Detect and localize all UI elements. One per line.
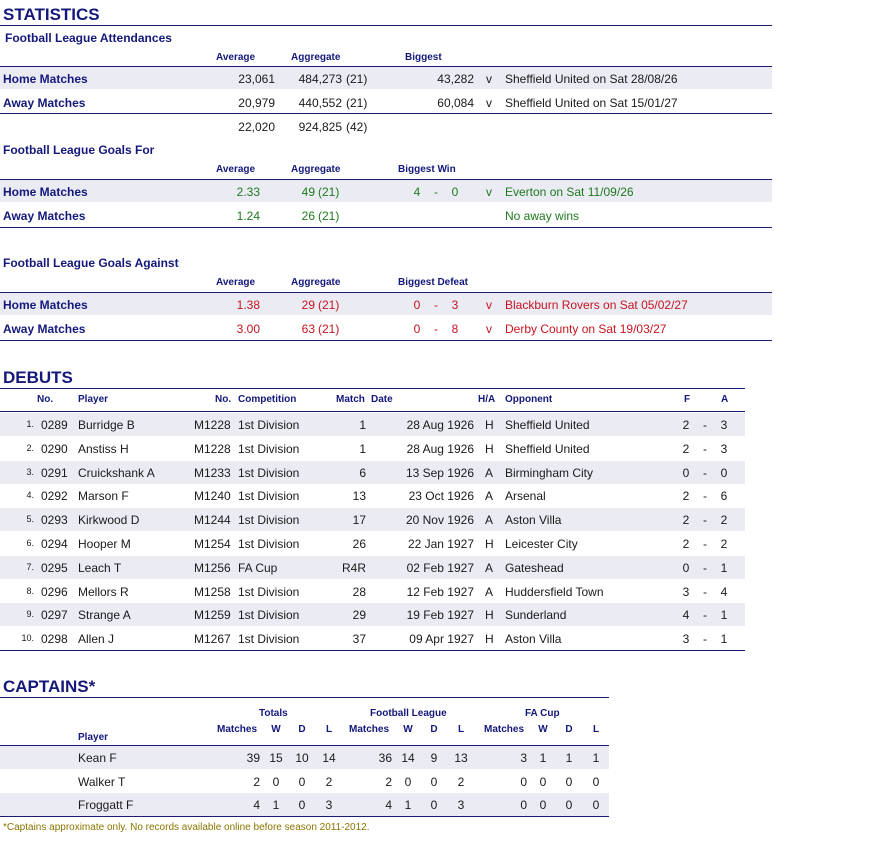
goals-for-average-header: Average	[216, 164, 256, 175]
debut-venue: A	[485, 489, 494, 504]
debut-player-no: 0291	[41, 465, 68, 480]
attendance-total-average: 22,020	[238, 120, 275, 134]
goals-for-title: Football League Goals For	[3, 143, 155, 157]
debut-index: 3.	[26, 466, 34, 477]
debut-score-against: 1	[720, 608, 728, 623]
debut-date: 09 Apr 1927	[409, 632, 474, 647]
debut-opponent: Sheffield United	[505, 441, 590, 456]
debut-date: 20 Nov 1926	[405, 513, 474, 528]
debut-match: R4R	[341, 560, 366, 575]
captains-player-header: Player	[78, 732, 109, 743]
debut-index: 1.	[26, 419, 34, 429]
goals-against-home-detail: Blackburn Rovers on Sat 05/02/27	[505, 298, 688, 312]
debut-opponent: Gateshead	[505, 560, 564, 575]
debut-score-against: 3	[720, 441, 728, 456]
debut-player-name: Hooper M	[78, 537, 131, 551]
attendance-away-v: v	[486, 96, 492, 110]
captain-totals-lost: 3	[325, 798, 333, 813]
goals-for-home-row	[0, 180, 772, 202]
goals-against-away-average: 3.00	[236, 322, 260, 336]
goals-against-away-score-f: 0	[413, 322, 421, 336]
debut-player-name: Allen J	[78, 632, 115, 647]
captain-league-matches: 36	[378, 751, 392, 765]
debut-index: 7.	[26, 561, 34, 572]
goals-against-biggest-header: Biggest Defeat	[398, 277, 469, 288]
captain-cup-drawn: 1	[565, 751, 573, 765]
captain-league-won: 0	[404, 774, 412, 789]
attendance-home-biggest: 43,282	[437, 72, 474, 86]
debuts-title: DEBUTS	[3, 368, 73, 387]
goals-for-away-aggregate: 26	[301, 209, 315, 223]
attendance-total-aggregate: 924,825	[298, 120, 342, 134]
debut-player-name: Mellors R	[78, 584, 129, 599]
debut-match-no: M1228	[194, 441, 231, 456]
debut-score-for: 2	[682, 441, 690, 456]
debut-match: 29	[352, 608, 366, 623]
debut-player-no: 0294	[41, 537, 68, 551]
captain-totals-drawn: 0	[298, 798, 306, 813]
debuts-bottom-rule	[0, 650, 745, 651]
goals-against-title: Football League Goals Against	[3, 256, 179, 270]
debut-venue: H	[485, 537, 494, 551]
captains-league-matches-header: Matches	[348, 724, 389, 735]
debut-opponent: Leicester City	[505, 537, 578, 551]
debut-score-dash: -	[703, 513, 707, 528]
debut-score-dash: -	[703, 608, 707, 623]
captain-league-lost: 13	[454, 751, 468, 765]
goals-for-home-aggregate: 49	[301, 185, 315, 199]
goals-against-home-score-dash: -	[434, 298, 438, 312]
debut-score-against: 2	[720, 537, 728, 551]
captain-league-won: 14	[401, 751, 415, 765]
goals-for-biggest-header: Biggest Win	[398, 164, 456, 175]
captain-league-lost: 3	[457, 798, 465, 813]
debuts-date-header: Date	[371, 394, 393, 405]
debut-venue: A	[485, 513, 494, 528]
goals-for-home-average: 2.33	[236, 185, 260, 199]
statistics-divider	[0, 25, 772, 26]
debut-match: 37	[352, 632, 366, 647]
debut-score-dash: -	[703, 537, 707, 551]
debut-player-name: Leach T	[78, 560, 122, 575]
goals-for-home-games: (21)	[318, 185, 340, 199]
debut-match-no: M1258	[194, 584, 231, 599]
captain-cup-drawn: 0	[565, 798, 573, 813]
debuts-header-rule	[0, 411, 745, 412]
debut-venue: H	[485, 418, 494, 432]
debut-match: 17	[352, 513, 366, 528]
debut-index: 5.	[26, 514, 34, 525]
debut-score-for: 3	[682, 584, 690, 599]
goals-against-away-score-a: 8	[451, 322, 459, 336]
captains-cup-group: FA Cup	[525, 708, 560, 719]
debut-date: 19 Feb 1927	[406, 608, 474, 623]
captain-totals-won: 15	[269, 751, 283, 765]
statistics-title: STATISTICS	[3, 5, 100, 24]
debut-match: 1	[359, 418, 366, 432]
debut-date: 02 Feb 1927	[406, 560, 474, 575]
captains-league-l-header: L	[457, 724, 465, 735]
debut-competition: 1st Division	[238, 584, 300, 599]
debut-player-no: 0296	[41, 584, 68, 599]
debut-venue: H	[485, 608, 494, 623]
debut-player-name: Kirkwood D	[78, 513, 140, 528]
attendance-home-average: 23,061	[238, 72, 275, 86]
goals-against-away-detail: Derby County on Sat 19/03/27	[505, 322, 667, 336]
attendance-average-header: Average	[216, 52, 256, 63]
captain-player: Kean F	[78, 751, 117, 765]
captain-league-drawn: 9	[430, 751, 438, 765]
debut-score-dash: -	[703, 418, 707, 432]
debut-competition: 1st Division	[238, 489, 300, 504]
debut-date: 12 Feb 1927	[406, 584, 474, 599]
debut-match-no: M1233	[194, 465, 231, 480]
goals-against-away-v: v	[486, 322, 492, 336]
captains-league-d-header: D	[430, 724, 438, 735]
goals-against-home-games: (21)	[318, 298, 340, 312]
debut-score-dash: -	[703, 441, 707, 456]
captain-totals-matches: 39	[246, 751, 260, 765]
captain-cup-drawn: 0	[565, 774, 573, 789]
debut-match-no: M1256	[194, 560, 231, 575]
attendance-home-v: v	[486, 72, 492, 86]
captain-cup-matches: 0	[520, 774, 527, 789]
debut-venue: A	[485, 584, 494, 599]
captain-totals-won: 0	[272, 774, 280, 789]
captain-league-matches: 2	[385, 774, 392, 789]
captain-league-drawn: 0	[430, 798, 438, 813]
goals-against-away-score-dash: -	[434, 322, 438, 336]
captains-totals-group: Totals	[259, 708, 288, 719]
debut-match-no: M1228	[194, 418, 231, 432]
captain-totals-matches: 4	[253, 798, 260, 813]
attendance-away-aggregate: 440,552	[298, 96, 342, 110]
debut-competition: FA Cup	[238, 560, 278, 575]
debut-competition: 1st Division	[238, 418, 300, 432]
debut-opponent: Aston Villa	[505, 513, 562, 528]
attendance-away-biggest: 60,084	[437, 96, 474, 110]
goals-against-aggregate-header: Aggregate	[291, 277, 341, 288]
debut-player-name: Cruickshank A	[78, 465, 155, 480]
debut-opponent: Sheffield United	[505, 418, 590, 432]
debut-match-no: M1244	[194, 513, 231, 528]
captains-totals-l-header: L	[325, 724, 333, 735]
goals-for-home-detail: Everton on Sat 11/09/26	[505, 185, 634, 199]
attendance-away-detail: Sheffield United on Sat 15/01/27	[505, 96, 678, 110]
debut-opponent: Huddersfield Town	[505, 584, 604, 599]
captains-cup-d-header: D	[565, 724, 573, 735]
captains-totals-matches-header: Matches	[216, 724, 257, 735]
attendance-total-games: (42)	[346, 120, 368, 134]
captains-cup-l-header: L	[592, 724, 600, 735]
debut-match-no: M1254	[194, 537, 231, 551]
goals-against-home-score-a: 3	[451, 298, 459, 312]
debut-score-dash: -	[703, 560, 707, 575]
debut-match-no: M1240	[194, 489, 231, 504]
debut-date: 13 Sep 1926	[405, 465, 474, 480]
captains-footnote: *Captains approximate only. No records available online before season 2011-2012.	[3, 822, 370, 833]
captain-league-won: 1	[404, 798, 412, 813]
debut-competition: 1st Division	[238, 513, 300, 528]
debut-score-against: 6	[720, 489, 728, 504]
debut-player-no: 0298	[41, 632, 68, 647]
captain-cup-won: 1	[539, 751, 547, 765]
captains-cup-matches-header: Matches	[483, 724, 524, 735]
attendance-biggest-header: Biggest	[405, 52, 442, 63]
captains-totals-w-header: W	[271, 724, 281, 735]
debuts-no-header: No.	[37, 394, 54, 405]
debut-score-against: 1	[720, 632, 728, 647]
debut-match: 28	[352, 584, 366, 599]
debut-player-no: 0290	[41, 441, 68, 456]
goals-against-home-average: 1.38	[236, 298, 260, 312]
debut-player-no: 0295	[41, 560, 68, 575]
debut-opponent: Arsenal	[505, 489, 546, 504]
debut-player-no: 0297	[41, 608, 68, 623]
debut-venue: A	[485, 465, 494, 480]
captain-cup-lost: 0	[592, 798, 600, 813]
attendance-total-rule	[0, 113, 772, 114]
captains-league-w-header: W	[403, 724, 413, 735]
debuts-ha-header: H/A	[478, 394, 496, 405]
debut-match: 13	[352, 489, 366, 504]
debut-opponent: Aston Villa	[505, 632, 562, 647]
goals-against-average-header: Average	[216, 277, 256, 288]
debut-opponent: Sunderland	[505, 608, 567, 623]
captain-totals-won: 1	[272, 798, 280, 813]
captain-cup-lost: 0	[592, 774, 600, 789]
captain-cup-won: 0	[539, 798, 547, 813]
captain-player: Walker T	[78, 774, 126, 789]
debut-score-for: 2	[682, 537, 690, 551]
captain-totals-matches: 2	[253, 774, 260, 789]
captain-cup-won: 0	[539, 774, 547, 789]
debut-score-against: 3	[720, 418, 728, 432]
goals-for-away-detail: No away wins	[505, 209, 580, 223]
goals-for-home-score-a: 0	[451, 185, 459, 199]
debut-match-no: M1267	[194, 632, 231, 647]
goals-against-bottom-rule	[0, 340, 772, 341]
debut-venue: H	[485, 632, 494, 647]
debut-score-against: 0	[720, 465, 728, 480]
captains-league-group: Football League	[370, 708, 447, 719]
debut-competition: 1st Division	[238, 537, 300, 551]
captains-divider	[0, 697, 609, 698]
debuts-divider	[0, 388, 745, 389]
captain-cup-matches: 3	[520, 751, 527, 765]
debut-date: 28 Aug 1926	[406, 418, 474, 432]
debut-competition: 1st Division	[238, 632, 300, 647]
debut-date: 23 Oct 1926	[408, 489, 474, 504]
captain-totals-lost: 2	[325, 774, 333, 789]
debut-player-name: Strange A	[78, 608, 131, 623]
debut-index: 4.	[26, 490, 34, 501]
goals-for-home-label: Home Matches	[3, 185, 88, 199]
debut-index: 8.	[26, 585, 34, 596]
attendance-home-detail: Sheffield United on Sat 28/08/26	[505, 72, 678, 86]
debut-score-dash: -	[703, 489, 707, 504]
captain-league-lost: 2	[457, 774, 465, 789]
captain-totals-drawn: 10	[295, 751, 309, 765]
debut-venue: A	[485, 560, 494, 575]
debut-venue: H	[485, 441, 494, 456]
captains-totals-d-header: D	[298, 724, 306, 735]
debut-opponent: Birmingham City	[505, 465, 594, 480]
debut-index: 9.	[26, 609, 34, 620]
captains-cup-w-header: W	[538, 724, 548, 735]
attendance-home-label: Home Matches	[3, 72, 88, 86]
captain-cup-lost: 1	[592, 751, 600, 765]
debut-score-for: 2	[682, 489, 690, 504]
attendance-away-games: (21)	[346, 96, 368, 110]
debut-score-against: 1	[720, 560, 728, 575]
debuts-f-header: F	[684, 394, 691, 405]
debut-score-dash: -	[703, 632, 707, 647]
debut-competition: 1st Division	[238, 465, 300, 480]
goals-for-home-score-dash: -	[434, 185, 438, 199]
debuts-opponent-header: Opponent	[505, 394, 553, 405]
goals-for-aggregate-header: Aggregate	[291, 164, 341, 175]
debut-competition: 1st Division	[238, 441, 300, 456]
debuts-a-header: A	[721, 394, 729, 405]
goals-against-home-score-f: 0	[413, 298, 421, 312]
debuts-match-header: Match	[336, 394, 365, 405]
captain-totals-lost: 14	[322, 751, 336, 765]
attendance-home-aggregate: 484,273	[298, 72, 342, 86]
debut-date: 28 Aug 1926	[406, 441, 474, 456]
debut-score-against: 4	[720, 584, 728, 599]
goals-for-away-label: Away Matches	[3, 209, 86, 223]
debut-player-name: Marson F	[78, 489, 129, 504]
debut-score-for: 2	[682, 513, 690, 528]
captains-title: CAPTAINS*	[3, 677, 96, 696]
captain-league-drawn: 0	[430, 774, 438, 789]
debut-player-name: Anstiss H	[78, 441, 129, 456]
goals-against-home-aggregate: 29	[301, 298, 315, 312]
attendance-title: Football League Attendances	[5, 31, 172, 45]
debut-competition: 1st Division	[238, 608, 300, 623]
debut-score-dash: -	[703, 584, 707, 599]
goals-against-away-label: Away Matches	[3, 322, 86, 336]
attendance-away-average: 20,979	[238, 96, 275, 110]
debut-score-for: 2	[682, 418, 690, 432]
debut-index: 6.	[26, 538, 34, 548]
debut-score-for: 4	[682, 608, 690, 623]
debut-player-name: Burridge B	[78, 418, 135, 432]
debuts-competition-header: Competition	[238, 394, 297, 405]
debut-player-no: 0292	[41, 489, 68, 504]
debuts-match-no-header: No.	[215, 394, 232, 405]
goals-for-home-v: v	[486, 185, 492, 199]
debuts-player-header: Player	[78, 394, 109, 405]
debut-score-against: 2	[720, 513, 728, 528]
attendance-aggregate-header: Aggregate	[291, 52, 341, 63]
debut-match: 6	[359, 465, 366, 480]
debut-player-no: 0289	[41, 418, 68, 432]
captain-totals-drawn: 0	[298, 774, 306, 789]
debut-score-for: 0	[682, 465, 690, 480]
captain-player: Froggatt F	[78, 798, 134, 813]
debut-score-for: 0	[682, 560, 690, 575]
debut-score-dash: -	[703, 465, 707, 480]
goals-for-away-average: 1.24	[236, 209, 260, 223]
debut-match-no: M1259	[194, 608, 231, 623]
debut-index: 2.	[26, 442, 34, 453]
goals-for-away-games: (21)	[318, 209, 340, 223]
captains-bottom-rule	[0, 816, 609, 817]
debut-player-no: 0293	[41, 513, 68, 528]
goals-for-bottom-rule	[0, 227, 772, 228]
captain-cup-matches: 0	[520, 798, 527, 813]
debut-score-for: 3	[682, 632, 690, 647]
captain-league-matches: 4	[385, 798, 392, 813]
goals-against-home-label: Home Matches	[3, 298, 88, 312]
goals-against-home-v: v	[486, 298, 492, 312]
debut-match: 1	[359, 441, 366, 456]
debut-index: 10.	[21, 633, 34, 644]
attendance-home-games: (21)	[346, 72, 368, 86]
debut-match: 26	[352, 537, 366, 551]
goals-against-away-games: (21)	[318, 322, 340, 336]
goals-for-home-score-f: 4	[413, 185, 421, 199]
debut-date: 22 Jan 1927	[407, 537, 474, 551]
attendance-away-label: Away Matches	[3, 96, 86, 110]
goals-against-away-aggregate: 63	[301, 322, 315, 336]
